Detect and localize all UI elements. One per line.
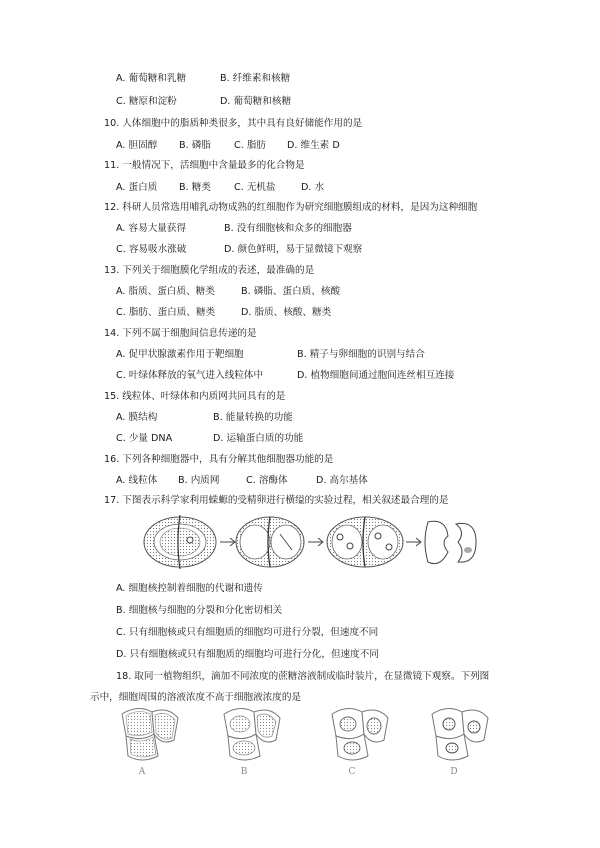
q11-option-a: A. 蛋白质 xyxy=(116,182,158,193)
q18-option-a-cells xyxy=(122,708,178,760)
q13-option-d: D. 脂质、核酸、糖类 xyxy=(241,307,332,318)
q16-option-b: B. 内质网 xyxy=(178,475,220,486)
q13-option-b: B. 磷脂、蛋白质、核酸 xyxy=(241,286,341,297)
q14-option-a: A. 促甲状腺激素作用于靶细胞 xyxy=(116,349,244,360)
q18-stem-line1: 18. 取同一植物组织，滴加不同浓度的蔗糖溶液制成临时装片，在显微镜下观察。下列图 xyxy=(116,671,490,682)
q13-option-c: C. 脂肪、蛋白质、糖类 xyxy=(116,307,216,318)
q16-option-c: C. 溶酶体 xyxy=(246,475,288,486)
q15-option-a: A. 膜结构 xyxy=(116,412,158,423)
q10-option-c: C. 脂肪 xyxy=(234,140,266,151)
q18-label-c: C xyxy=(348,767,356,777)
q18-option-b-cells xyxy=(224,708,280,760)
q17-option-c: C. 只有细胞核或只有细胞质的细胞均可进行分裂，但速度不同 xyxy=(116,627,379,638)
q17-stem: 17. 下图表示科学家利用蝾螈的受精卵进行横缢的实验过程，相关叙述最合理的是 xyxy=(104,495,449,506)
q18-label-d: D xyxy=(450,767,458,777)
q11-option-b: B. 糖类 xyxy=(179,182,211,193)
q9-option-b: B. 纤维素和核糖 xyxy=(220,73,291,84)
q12-option-d: D. 颜色鲜明，易于显微镜下观察 xyxy=(224,244,363,255)
q9-option-d: D. 葡萄糖和核糖 xyxy=(220,96,292,107)
q17-figure-newt-egg-constriction xyxy=(140,512,480,572)
q18-option-d-cells xyxy=(432,708,488,760)
q17-stage-4 xyxy=(425,521,476,563)
q18-stem-line2: 示中，细胞周围的溶液浓度不高于细胞液浓度的是 xyxy=(90,692,302,703)
q15-option-b: B. 能量转换的功能 xyxy=(213,412,293,423)
q17-stage-2 xyxy=(236,517,304,567)
q13-option-a: A. 脂质、蛋白质、糖类 xyxy=(116,286,215,297)
q12-option-b: B. 没有细胞核和众多的细胞器 xyxy=(224,223,352,234)
q16-stem: 16. 下列各种细胞器中，具有分解其他细胞器功能的是 xyxy=(104,454,334,465)
q10-option-a: A. 胆固醇 xyxy=(116,140,158,151)
q18-option-c-cells xyxy=(332,708,388,760)
q15-stem: 15. 线粒体、叶绿体和内质网共同具有的是 xyxy=(104,391,286,402)
q14-option-c: C. 叶绿体释放的氧气进入线粒体中 xyxy=(116,370,264,381)
q16-option-a: A. 线粒体 xyxy=(116,475,158,486)
q17-stage-3 xyxy=(327,517,403,567)
q11-option-c: C. 无机盐 xyxy=(234,182,276,193)
q10-stem: 10. 人体细胞中的脂质种类很多，其中具有良好储能作用的是 xyxy=(104,118,363,129)
q18-label-b: B xyxy=(240,767,248,777)
q14-option-d: D. 植物细胞间通过胞间连丝相互连接 xyxy=(297,370,455,381)
q10-option-d: D. 维生素 D xyxy=(287,140,340,151)
q15-option-c: C. 少量 DNA xyxy=(116,433,173,444)
q12-stem: 12. 科研人员常选用哺乳动物成熟的红细胞作为研究细胞膜组成的材料，是因为这种细胞 xyxy=(104,202,478,213)
q9-option-c: C. 糖原和淀粉 xyxy=(116,96,177,107)
q14-option-b: B. 精子与卵细胞的识别与结合 xyxy=(297,349,425,360)
q11-stem: 11. 一般情况下，活细胞中含量最多的化合物是 xyxy=(104,160,305,171)
q12-option-c: C. 容易吸水涨破 xyxy=(116,244,187,255)
q18-label-a: A xyxy=(138,767,146,777)
q17-stage-1 xyxy=(144,515,216,569)
q12-option-a: A. 容易大量获得 xyxy=(116,223,187,234)
q9-option-a: A. 葡萄糖和乳糖 xyxy=(116,73,187,84)
q18-figure-plant-cells xyxy=(112,700,502,778)
q10-option-b: B. 磷脂 xyxy=(179,140,211,151)
q17-option-a: A. 细胞核控制着细胞的代谢和遗传 xyxy=(116,583,263,594)
q16-option-d: D. 高尔基体 xyxy=(316,475,368,486)
q13-stem: 13. 下列关于细胞膜化学组成的表述，最准确的是 xyxy=(104,265,315,276)
q11-option-d: D. 水 xyxy=(301,182,325,193)
q14-stem: 14. 下列不属于细胞间信息传递的是 xyxy=(104,328,257,339)
q15-option-d: D. 运输蛋白质的功能 xyxy=(213,433,304,444)
q17-option-d: D. 只有细胞核或只有细胞质的细胞均可进行分化，但速度不同 xyxy=(116,649,379,660)
q17-option-b: B. 细胞核与细胞的分裂和分化密切相关 xyxy=(116,605,283,616)
